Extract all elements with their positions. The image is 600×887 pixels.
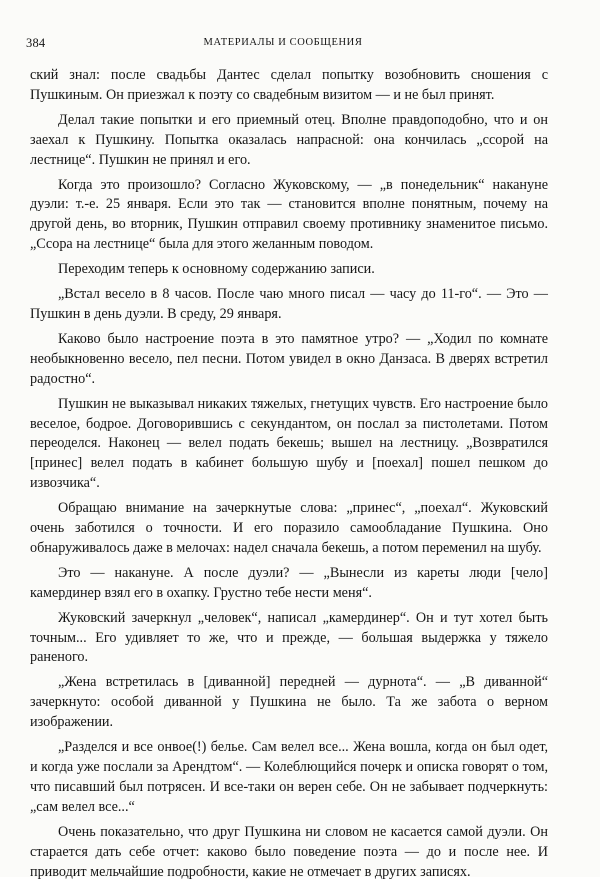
paragraph: „Жена встретилась в [диванной] передней — дурнота“. — „В диванной“ зачеркнуто: особой диванной у Пушкина не было. Та же забота о верном изображении.	[30, 674, 548, 731]
page-number: 384	[26, 36, 46, 50]
paragraph: Это — накануне. А после дуэли? — „Вынесли из кареты люди [чело] камердинер взял его в охапку. Грустно тебе нести меня“.	[30, 564, 548, 601]
paragraph: Пушкин не выказывал никаких тяжелых, гнетущих чувств. Его настроение было веселое, бодрое. Договорившись с секундантом, он послал за пистолетами. Потом переоделся. Наконец — велел подать бекешь; вышел на лестницу. „Возвратился [принес] велел подать в кабинет большую шубу и [поехал] пошел пешком до извозчика“.	[30, 395, 548, 492]
paragraph: „Разделся и все онвое(!) белье. Сам велел все... Жена вошла, когда он был одет, и когда уже послали за Арендтом“. — Колеблющийся почерк и описка говорят о том, что писавший был потрясен. И все-таки он верен себе. Он не забывает подчеркнуть: „сам велел все...“	[30, 739, 548, 815]
paragraph: ский знал: после свадьбы Дантес сделал попытку возобновить сношения с Пушкиным. Он приезжал к поэту со свадебным визитом — и не был принят.	[30, 67, 548, 103]
paragraph: Каково было настроение поэта в это памятное утро? — „Ходил по комнате необыкновенно весело, пел песни. Потом увидел в окно Данзаса. В дверях встретил радостно“.	[30, 330, 548, 387]
paragraph: Жуковский зачеркнул „человек“, написал „камердинер“. Он и тут хотел быть точным... Его удивляет то же, что и прежде, — большая выдержка у тяжело раненого.	[30, 609, 548, 666]
paragraph: „Встал весело в 8 часов. После чаю много писал — часу до 11-го“. — Это — Пушкин в день дуэли. В среду, 29 января.	[30, 286, 548, 322]
body-text	[30, 66, 548, 887]
running-title: МАТЕРИАЛЫ И СООБЩЕНИЯ	[203, 37, 363, 48]
paragraph: Очень показательно, что друг Пушкина ни словом не касается самой дуэли. Он старается дать себе отчет: каково было поведение поэта — до и после нее. И приводит мельчайшие подробности, какие не отмечает в других записях.	[30, 823, 548, 880]
paragraph: Когда это произошло? Согласно Жуковскому, — „в понедельник“ накануне дуэли: т.-е. 25 января. Если это так — становится вполне понятным, почему на другой день, во вторник, Пушкин отправил своему противнику знаменитое письмо. „Ссора на лестнице“ была для этого желанным поводом.	[30, 176, 548, 253]
running-header	[26, 36, 540, 54]
paragraph: Переходим теперь к основному содержанию записи.	[58, 261, 375, 278]
paragraph: Обращаю внимание на зачеркнутые слова: „принес“, „поехал“. Жуковский очень заботился о точности. И его поразило самообладание Пушкина. Оно обнаруживалось даже в мелочах: надел сначала бекешь, а потом переменил на шубу.	[30, 500, 548, 556]
paragraph: Делал такие попытки и его приемный отец. Вполне правдоподобно, что и он заехал к Пушкину. Попытка оказалась напрасной: она кончилась „ссорой на лестнице“. Пушкин не принял и его.	[30, 111, 548, 168]
